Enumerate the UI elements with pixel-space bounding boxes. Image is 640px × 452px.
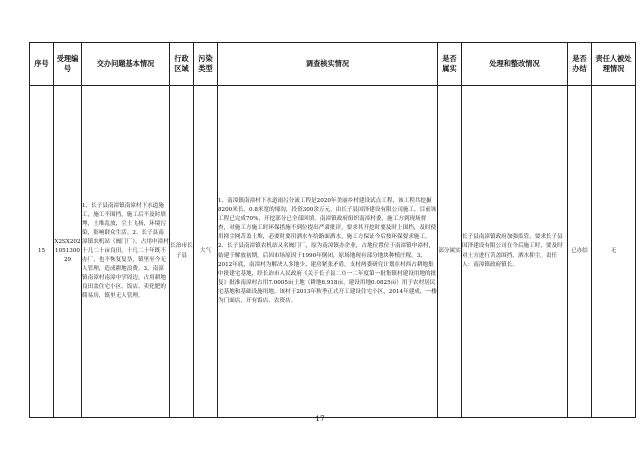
- cell-accountability: 无: [592, 86, 636, 418]
- cell-handling: 长子县南漳镇政府加强监管，要求长子县国泽建设有限公司在今后施工时，要及时对土方进行苫盖围挡、洒水抑尘。责任人：南漳镇政府镇长。: [462, 86, 568, 418]
- header-verified: 是否属实: [438, 43, 462, 86]
- cell-issue: 1、长子县南漳镇南漳村下水道施工，施工不围挡，施工后不及时填埋，土堆乱放，尘土飞扬，环境污染，影响群众生活。2、长子县南漳镇农机站（阀门厂），占用申漳村十几二十亩良田，十几二十年既不办厂，也不恢复复垦，镇里至今无人管理，造成耕地浪费。3、南漳镇南漳村南漳中学周边，占用耕地良田盖住宅小区、饭店、卖化肥的简易房，镇里无人管理。: [82, 86, 170, 418]
- header-accountability: 责任人被处理情况: [592, 43, 636, 86]
- header-region: 行政区域: [170, 43, 194, 86]
- header-case-no: 受理编号: [54, 43, 82, 86]
- cell-pollution-type: 大气: [194, 86, 218, 418]
- table-header-row: [30, 43, 636, 86]
- cell-verified: 部分属实: [438, 86, 462, 418]
- header-issue: 交办问题基本情况: [82, 43, 170, 86]
- cell-region: 长治市长子县: [170, 86, 194, 418]
- case-table: [29, 42, 636, 418]
- header-closed: 是否办结: [568, 43, 592, 86]
- cell-case-no: X2SX202105130029: [54, 86, 82, 418]
- header-handling: 处理和整改情况: [462, 43, 568, 86]
- cell-seq: 15: [30, 86, 54, 418]
- cell-closed: 已办结: [568, 86, 592, 418]
- header-investigation: 调查核实情况: [218, 43, 438, 86]
- page-number: 17: [315, 414, 325, 423]
- table-row: [30, 86, 636, 418]
- cell-investigation: 1、南漳镇南漳村下水道雨污分流工程是2020年美丽乡村建设试点工程，该工程共挖掘8200米长、0.8米宽的壕沟，投资300余万元，由长子县国泽建设有限公司施工，目前该工程已完成70%，开挖部分已全部回填。南漳镇政府组织南漳村委，施工方到现场督查，对施工方施工时环保措施不到位提出严肃批评，要求其开挖时要及时上围挡，及时使用抑尘网苫盖土堆，必要时要用洒水车给路面洒水，施工方保证今后按环保要求施工。2、长子县南漳镇农机站又名阀门厂，原为南漳镇办企业，占地位置位于南漳镇申漳村，始建于解放初期，后因市场原因于1990年倒闭，原场地现有部分地块种植庄稼。3、2012年底，南漳村为解决人多地少、建房紧张矛盾，支村两委研究计划在村西占耕地集中批建宅基地，经长治市人民政府《关于长子县二０一二年度第一批集镇村建设用地的批复》批准南漳村占用7.0005亩土地（耕地6.918亩，建设用地0.0825亩）用于农村居民宅基地和基础设施用地，该村于2013年秋季正式开工建设住宅小区，2014年建成，一楼为门面店，开有饭店、农资店。: [218, 86, 438, 418]
- header-pollution-type: 污染类型: [194, 43, 218, 86]
- header-seq: 序号: [30, 43, 54, 86]
